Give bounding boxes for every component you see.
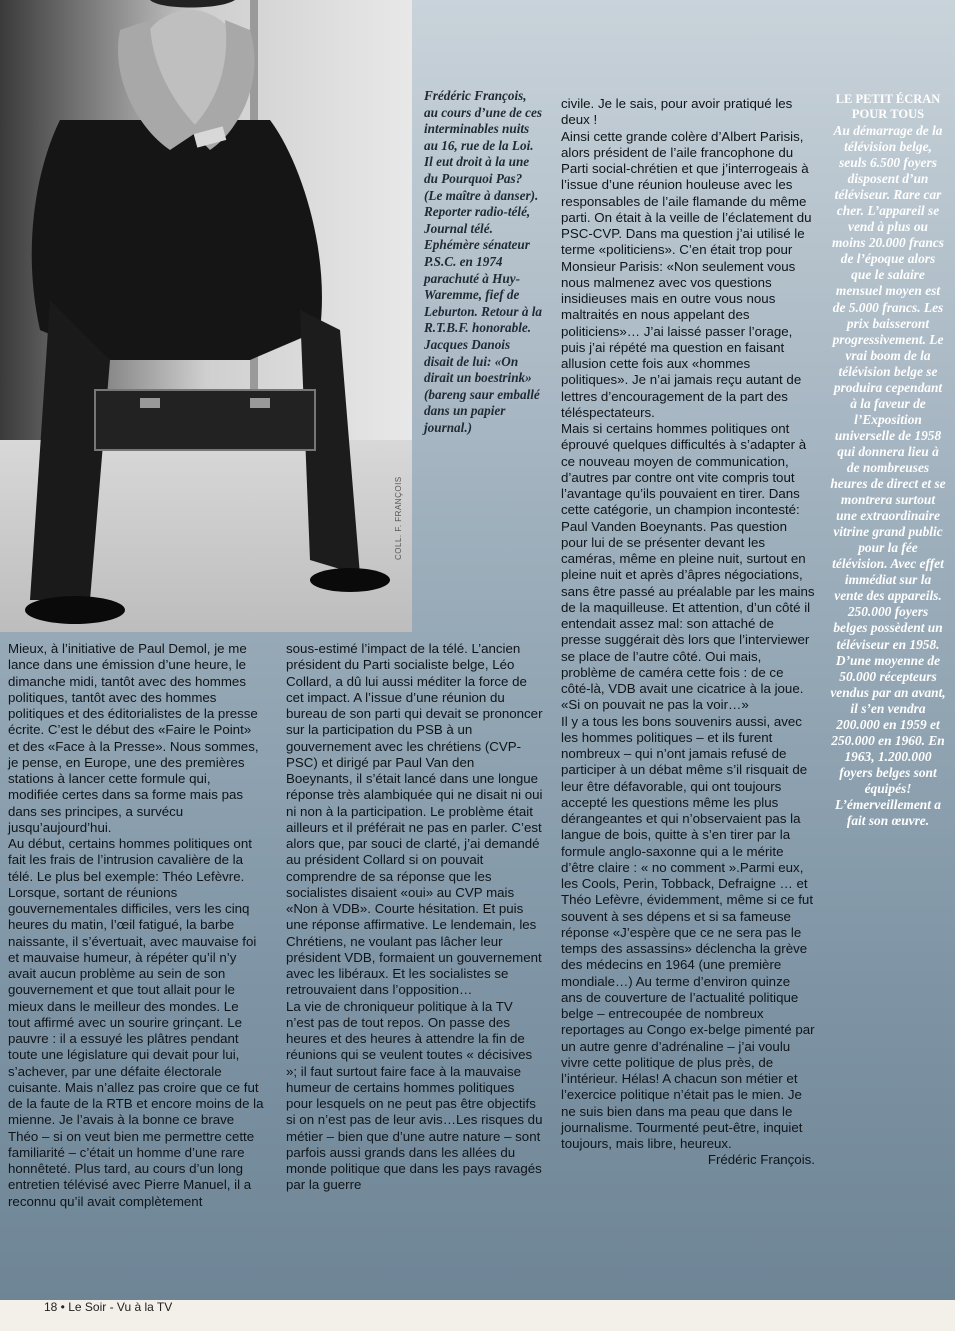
article-column-3	[561, 96, 815, 1169]
sidebar-title: LE PETIT ÉCRAN POUR TOUS	[835, 92, 941, 121]
paragraph: sous-estimé l’impact de la télé. L’ancien président du Parti socialiste belge, Léo Collard, a dû lui aussi méditer la force de cet impact. A l’issue d’une réunion du bureau de son parti qui devait se prononcer sur la participation du PSB à un gouvernement avec les chrétiens (CVP-PSC) et dirigé par Paul Van den Boeynants, il s’était lancé dans une longue réponse très alambiquée qui ne disait ni oui ni non à la participation. Le problème était ailleurs et il préférait ne pas en parler. C’est alors que, par souci de clarté, j’ai demandé au président Collard si on pouvait comprendre de sa réponse que les socialistes disaient «oui» au CVP mais «Non à VDB». Courte hésitation. Et puis une réponse affirmative. Le lendemain, les Chrétiens, ne voulant pas lâcher leur président VDB, formaient un gouvernement avec les libéraux. Et les socialistes se retrouvaient dans l’opposition…	[286, 641, 543, 998]
paragraph: Mais si certains hommes politiques ont éprouvé quelques difficultés à s’adapter à ce nouveau moyen de communication, d’autres par contre ont vite compris tout l’avantage qu’ils pouvaient en tirer. Dans cette catégorie, un champion incontesté: Paul Vanden Boeynants. Pas question pour lui de se présenter devant les caméras, même en pleine nuit, surtout en pleine nuit et après d’âpres négociations, sans être passé au préalable par les mains de la maquilleuse. Et attention, d’un côté il entendait assez mal: son attaché de presse suggérait dès lors que l’interviewer se place de l’autre côté. Oui mais, problème de caméra cette fois : de ce côté-là, VDB avait une cicatrice à la joue. «Si on pouvait ne pas la voir…»	[561, 421, 815, 713]
article-column-2	[286, 641, 544, 1194]
photo-credit: COLL. F. FRANÇOIS	[394, 476, 403, 560]
photo-man-sitting-on-briefcase	[0, 0, 412, 632]
paragraph: Au début, certains hommes politiques ont fait les frais de l’intrusion cavalière de la télé. Le plus bel exemple: Théo Lefèvre. Lorsque, sortant de réunions gouvernementales difficiles, vers les cinq heures du matin, l’œil fatigué, la barbe naissante, il s’évertuait, avec mauvaise foi et mauvaise humeur, à répéter qu’il n’y avait aucun problème au sein de son gouvernement et que tout allait pour le mieux dans le meilleur des mondes. Le tout affirmé avec un sourire grinçant. Le pauvre : il a essuyé les plâtres pendant toute une législature qui devait pour lui, s’achever, par une défaite électorale cuisante. Mais n’allez pas croire que ce fut de la faute de la RTB et encore moins de la mienne. Je l’avais à la bonne ce brave Théo – si on veut bien me permettre cette familiarité – c’était un homme d’une rare honnêteté. Plus tard, au cours d’un long entretien télévisé avec Pierre Manuel, il a reconnu qu’il avait complètement	[8, 836, 264, 1209]
paragraph: Ainsi cette grande colère d’Albert Parisis, alors président de l’aile francophone du Parti social-chrétien et que j’interrogeais à l’issue d’une réunion houleuse avec les responsables de l’aile flamande du même parti. On était à la veille de l’éclatement du PSC-CVP. Dans ma question j’ai utilisé le terme «politiciens». C’en était trop pour Monsieur Parisis: «Non seulement vous nous malmenez avec vos questions insidieuses mais en outre vous nous maltraités en nous appelant des politiciens»… J’ai laissé passer l’orage, puis j’ai répété ma question en faisant allusion cette fois aux «hommes politiques». Je n’ai jamais reçu autant de lettres d’encouragement de la part des téléspectateurs.	[561, 128, 812, 420]
photo-caption: Frédéric François, au cours d’une de ces interminables nuits au 16, rue de la Loi. Il eut droit à la une du Pourquoi Pas? (Le maître à danser). Reporter radio-télé, Journal télé. Ephémère sénateur P.S.C. en 1974 parachuté à Huy-Waremme, fief de Leburton. Retour à la R.T.B.F. honorable. Jacques Danois disait de lui: «On dirait un boestrink» (bareng saur emballé dans un papier journal.)	[424, 88, 542, 435]
article-column-1	[8, 641, 264, 1210]
sidebar-box	[830, 92, 946, 829]
author-signature: Frédéric François.	[707, 1152, 815, 1168]
sidebar-text: Au démarrage de la télévision belge, seuls 6.500 foyers disposent d’un téléviseur. Rare car cher. L’appareil se vend à plus ou moins 20.000 francs de l’époque alors que le salaire mensuel moyen est de 5.000 francs. Les prix baisseront progressivement. Le vrai boom de la télévision belge se produira cependant à la faveur de l’Exposition universelle de 1958 qui donnera lieu à de nombreuses heures de direct et se montrera surtout une extraordinaire vitrine grand public pour la fée télévision. Avec effet immédiat sur la vente des appareils. 250.000 foyers belges possèdent un téléviseur en 1958. D’une moyenne de 50.000 récepteurs vendus par an avant, il s’en vendra 200.000 en 1959 et 250.000 en 1960. En 1963, 1.200.000 foyers belges sont équipés! L’émerveillement a fait son œuvre.	[830, 123, 946, 829]
paragraph: Il y a tous les bons souvenirs aussi, avec les hommes politiques – et ils furent nombreux – qui n’ont jamais refusé de participer à un débat même s’il risquait de leur être défavorable, qui ont toujours accepté les questions même les plus dérangeantes et qui n’observaient pas la langue de bois, quitte à s’en tirer par la formule anglo-saxonne qui a le mérite d’être claire : « no comment ».Parmi eux, les Cools, Perin, Tobback, Defraigne … et Théo Lefèvre, évidemment, même si ce fut souvent à ses dépens et si sa fameuse réponse «J’espère que ce ne sera pas le temps des assassins» déclencha la grève des médecins en 1964 (une première mondiale…) Au terme d’environ quinze ans de couverture de l’actualité politique belge – entrecoupée de nombreux reportages au Congo ex-belge pimenté par un autre genre d’adrénaline – j’ai voulu vivre cette politique de plus près, de l’intérieur. Hélas! A chacun son métier et l’exercice politique n’était pas le mien. Je ne suis bien dans ma peau que dans le journalisme. Tourmenté peut-être, inquiet toujours, mais libre, heureux.	[561, 713, 815, 1151]
paragraph: Mieux, à l’initiative de Paul Demol, je me lance dans une émission d’une heure, le dimanche midi, tantôt avec des hommes politiques, tantôt avec des hommes politiques et des éditorialistes de la presse écrite. C’est le début des «Faire le Point» et des «Face à la Presse». Nous sommes, je pense, en Europe, une des premières stations à lancer cette formule qui, modifiée certes dans sa forme mais pas dans ses principes, a survécu jusqu’aujourd’hui.	[8, 641, 259, 835]
page-footer: 18 • Le Soir - Vu à la TV	[44, 1300, 173, 1314]
paragraph: civile. Je le sais, pour avoir pratiqué les deux !	[561, 96, 793, 128]
photo-illustration	[0, 0, 412, 632]
paragraph: La vie de chroniqueur politique à la TV n’est pas de tout repos. On passe des heures et des heures à attendre la fin de réunions qui se veulent toutes « décisives »; il faut surtout faire face à la mauvaise humeur de certains hommes politiques pour lesquels on ne peut pas être objectifs si on n’est pas de leur avis…Les risques du métier – bien que d’une autre nature – sont parfois aussi grands dans les allées du monde politique que dans les pays ravagés par la guerre	[286, 998, 543, 1193]
